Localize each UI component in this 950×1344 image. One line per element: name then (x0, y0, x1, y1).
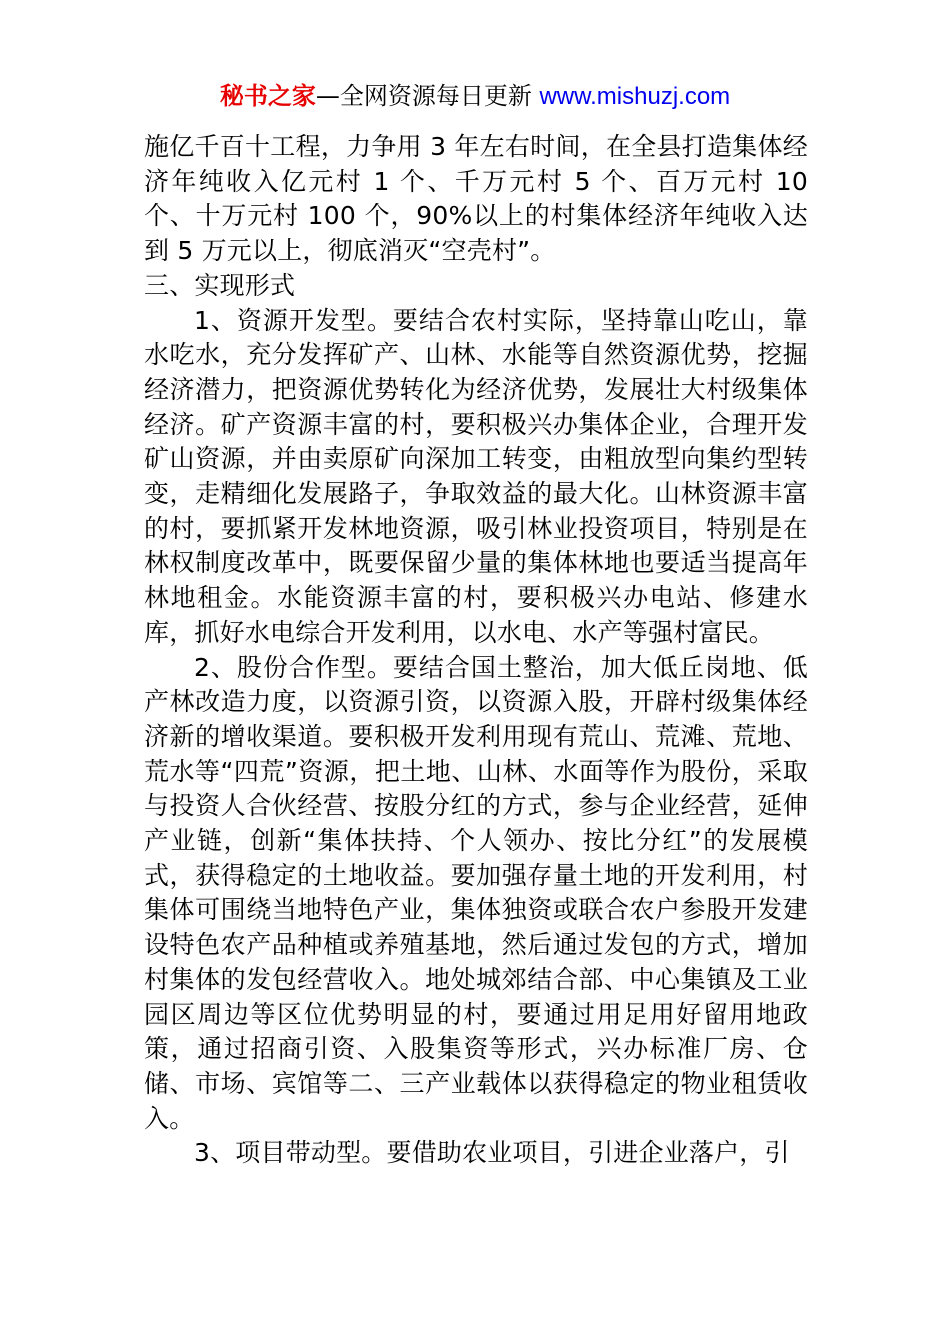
paragraph-joint-stock-cooperation: 2、股份合作型。要结合国土整治，加大低丘岗地、低产林改造力度，以资源引资，以资源入股，开辟村级集体经济新的增收渠道。要积极开发利用现有荒山、荒滩、荒地、荒水等“四荒”资源，把土地、山林、水面等作为股份，采取与投资人合伙经营、按股分红的方式，参与企业经营，延伸产业链，创新“集体扶持、个人领办、按比分红”的发展模式，获得稳定的土地收益。要加强存量土地的开发利用，村集体可围绕当地特色产业，集体独资或联合农户参股开发建设特色农产品种植或养殖基地，然后通过发包的方式，增加村集体的发包经营收入。地处城郊结合部、中心集镇及工业园区周边等区位优势明显的村，要通过用足用好留用地政策，通过招商引资、入股集资等形式，兴办标准厂房、仓储、市场、宾馆等二、三产业载体以获得稳定的物业租赁收入。 (144, 652, 808, 1133)
paragraph-continuation: 施亿千百十工程，力争用 3 年左右时间，在全县打造集体经济年纯收入亿元村 1 个、千万元村 5 个、百万元村 10 个、十万元村 100 个，90%以上的村集体经济年纯收入达到 5 万元以上，彻底消灭“空壳村”。 (144, 132, 808, 266)
section-heading: 三、实现形式 (144, 270, 296, 300)
brand-name: 秘书之家 (219, 82, 316, 110)
document-body (144, 130, 808, 1171)
paragraph-project-driven: 3、项目带动型。要借助农业项目，引进企业落户，引 (194, 1138, 790, 1168)
header-tagline: —全网资源每日更新 (315, 82, 532, 110)
header-url-link[interactable]: www.mishuzj.com (539, 83, 731, 110)
paragraph-resource-development: 1、资源开发型。要结合农村实际，坚持靠山吃山，靠水吃水，充分发挥矿产、山林、水能等自然资源优势，挖掘经济潜力，把资源优势转化为经济优势，发展壮大村级集体经济。矿产资源丰富的村，要积极兴办集体企业，合理开发矿山资源，并由卖原矿向深加工转变，由粗放型向集约型转变，走精细化发展路子，争取效益的最大化。山林资源丰富的村，要抓紧开发林地资源，吸引林业投资项目，特别是在林权制度改革中，既要保留少量的集体林地也要适当提高年林地租金。水能资源丰富的村，要积极兴办电站、修建水库，抓好水电综合开发利用，以水电、水产等强村富民。 (144, 305, 808, 647)
page-header (0, 78, 950, 115)
